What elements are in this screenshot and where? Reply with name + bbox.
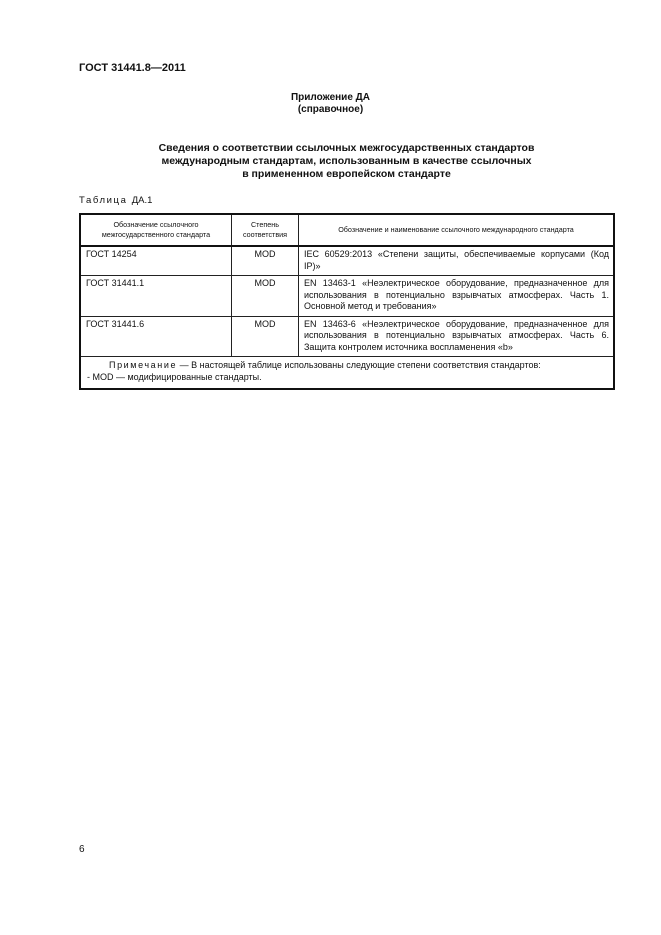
column-header-name: Обозначение и наименование ссылочного международного стандарта: [299, 214, 615, 246]
cell-code: ГОСТ 31441.6: [80, 316, 232, 357]
cell-name: EN 13463-6 «Неэлектрическое оборудование, предназначенное для использования в потенциально взрывчатых атмосферах. Часть 6. Защита контролем источника воспламенения «b»: [299, 316, 615, 357]
cell-degree: MOD: [232, 276, 299, 317]
table-note-row: [80, 357, 614, 390]
table-caption-number: ДА.1: [131, 195, 153, 206]
cell-code: ГОСТ 14254: [80, 246, 232, 276]
note-label: Примечание: [109, 360, 178, 370]
heading-line-1: Сведения о соответствии ссылочных межгосударственных стандартов: [158, 142, 535, 154]
column-header-code: Обозначение ссылочного межгосударственного стандарта: [80, 214, 232, 246]
cell-name: EN 13463-1 «Неэлектрическое оборудование, предназначенное для использования в потенциально взрывчатых атмосферах. Часть 1. Основной метод и требования»: [299, 276, 615, 317]
note-item: - MOD — модифицированные стандарты.: [87, 371, 262, 382]
heading-line-3: в примененном европейском стандарте: [242, 168, 451, 180]
cell-name: IEC 60529:2013 «Степени защиты, обеспечиваемые корпусами (Код IP)»: [299, 246, 615, 276]
document-code: ГОСТ 31441.8—2011: [79, 62, 186, 74]
cell-code: ГОСТ 31441.1: [80, 276, 232, 317]
table-row: [80, 276, 614, 317]
appendix-title: Приложение ДА: [290, 92, 371, 103]
cell-degree: MOD: [232, 246, 299, 276]
page-number: 6: [79, 844, 85, 855]
note-text: — В настоящей таблице использованы следующие степени соответствия стандартов:: [177, 360, 541, 370]
table-note: [80, 357, 614, 390]
table-row: [80, 246, 614, 276]
table-row: [80, 316, 614, 357]
correspondence-table: [79, 213, 615, 390]
heading-line-2: международным стандартам, использованным в качестве ссылочных: [161, 155, 532, 167]
column-header-degree: Степень соответствия: [232, 214, 299, 246]
note-line: [87, 360, 607, 372]
table-header-row: [80, 214, 614, 246]
table-caption-label: Таблица: [79, 195, 128, 206]
table-caption: [79, 195, 152, 206]
cell-degree: MOD: [232, 316, 299, 357]
section-heading: [100, 142, 593, 181]
appendix-subtitle: (справочное): [297, 104, 364, 115]
